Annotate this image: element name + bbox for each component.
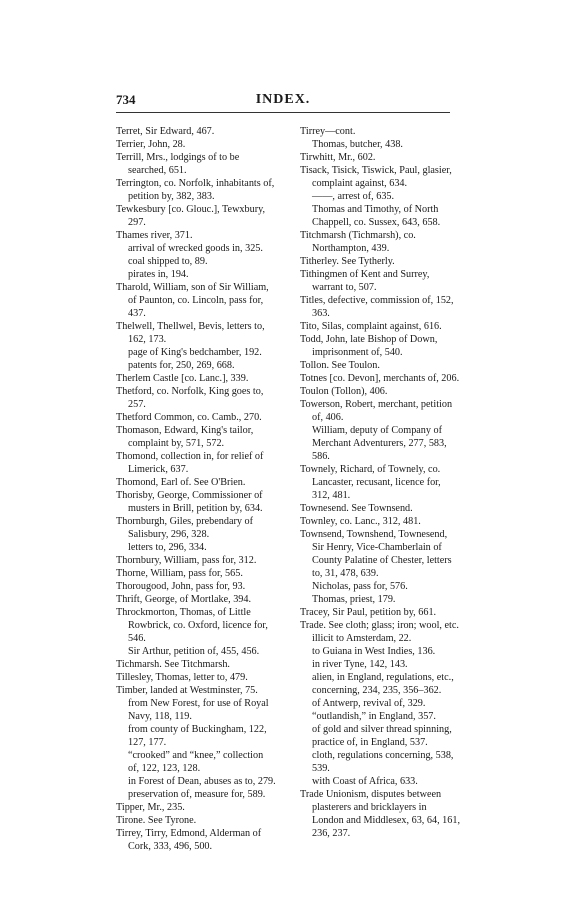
- index-entry: Tewkesbury [co. Glouc.], Tewxbury, 297.: [116, 204, 266, 228]
- index-entry: Terrington, co. Norfolk, inhabitants of, petition by, 382, 383.: [116, 178, 275, 202]
- page-title: INDEX.: [255, 92, 311, 107]
- index-subentry: Thomas, priest, 179.: [312, 594, 396, 605]
- index-entry: Tithingmen of Kent and Surrey, warrant to, 507.: [300, 269, 430, 293]
- index-entry: Tollon. See Toulon.: [300, 360, 380, 371]
- index-entry: Thames river, 371.: [116, 230, 193, 241]
- index-entry: Towerson, Robert, merchant, petition of, 406.: [300, 399, 453, 423]
- index-entry: Tillesley, Thomas, letter to, 479.: [116, 672, 248, 683]
- index-entry: Townely, Richard, of Townely, co. Lancaster, recusant, licence for, 312, 481.: [300, 464, 441, 501]
- index-entry: Totnes [co. Devon], merchants of, 206.: [300, 373, 460, 384]
- index-subentry: pirates in, 194.: [128, 269, 189, 280]
- index-entry: Tisack, Tisick, Tiswick, Paul, glasier, complaint against, 634.: [300, 165, 452, 189]
- index-subentry: cloth, regulations concerning, 538, 539.: [312, 750, 454, 774]
- index-subentry: in Forest of Dean, abuses as to, 279.: [128, 776, 276, 787]
- index-subentry: letters to, 296, 334.: [128, 542, 207, 553]
- index-subentry: Nicholas, pass for, 576.: [312, 581, 408, 592]
- index-subentry: of Antwerp, revival of, 329.: [312, 698, 426, 709]
- index-entry: Titchmarsh (Tichmarsh), co. Northampton, 439.: [300, 230, 416, 254]
- index-entry: Toulon (Tollon), 406.: [300, 386, 388, 397]
- index-subentry: Thomas, butcher, 438.: [312, 139, 403, 150]
- index-entry: Townesend. See Townsend.: [300, 503, 413, 514]
- index-subentry: Thomas and Timothy, of North Chappell, co. Sussex, 643, 658.: [312, 204, 441, 228]
- index-column-right: [300, 125, 460, 840]
- index-subentry: page of King's bedchamber, 192.: [128, 347, 262, 358]
- index-entry: Townsend, Townshend, Townesend, Sir Henry, Vice-Chamberlain of County Palatine of Chester, letters to, 31, 478, 639.: [300, 529, 452, 579]
- index-entry: Thomond, collection in, for relief of Limerick, 637.: [116, 451, 264, 475]
- page-header: [116, 92, 450, 112]
- index-entry: Thornbury, William, pass for, 312.: [116, 555, 257, 566]
- index-entry: Trade. See cloth; glass; iron; wool, etc.: [300, 620, 459, 631]
- index-subentry: William, deputy of Company of Merchant Adventurers, 277, 583, 586.: [312, 425, 447, 462]
- index-entry: Tharold, William, son of Sir William, of Paunton, co. Lincoln, pass for, 437.: [116, 282, 269, 319]
- index-entry: Tirrey—cont.: [300, 126, 356, 137]
- index-entry: Throckmorton, Thomas, of Little Rowbrick, co. Oxford, licence for, 546.: [116, 607, 268, 644]
- index-entry: Tito, Silas, complaint against, 616.: [300, 321, 442, 332]
- index-subentry: arrival of wrecked goods in, 325.: [128, 243, 263, 254]
- index-entry: Trade Unionism, disputes between plasterers and bricklayers in London and Middlesex, 63, 64, 161, 236, 237.: [300, 789, 460, 839]
- index-entry: Terrier, John, 28.: [116, 139, 186, 150]
- index-subentry: patents for, 250, 269, 668.: [128, 360, 235, 371]
- index-entry: Thornburgh, Giles, prebendary of Salisbury, 296, 328.: [116, 516, 254, 540]
- index-entry: Thomond, Earl of. See O'Brien.: [116, 477, 246, 488]
- index-entry: Thorougood, John, pass for, 93.: [116, 581, 246, 592]
- index-entry: Thetford Common, co. Camb., 270.: [116, 412, 262, 423]
- index-entry: Tirone. See Tyrone.: [116, 815, 197, 826]
- page-number: 734: [116, 92, 136, 107]
- index-subentry: in river Tyne, 142, 143.: [312, 659, 408, 670]
- index-entry: Thorisby, George, Commissioner of musters in Brill, petition by, 634.: [116, 490, 263, 514]
- index-entry: Titles, defective, commission of, 152, 363.: [300, 295, 454, 319]
- index-entry: Tipper, Mr., 235.: [116, 802, 185, 813]
- index-subentry: with Coast of Africa, 633.: [312, 776, 418, 787]
- index-subentry: alien, in England, regulations, etc., concerning, 234, 235, 356–362.: [312, 672, 454, 696]
- index-subentry: Sir Arthur, petition of, 455, 456.: [128, 646, 260, 657]
- index-subentry: preservation of, measure for, 589.: [128, 789, 266, 800]
- index-entry: Townley, co. Lanc., 312, 481.: [300, 516, 421, 527]
- index-subentry: coal shipped to, 89.: [128, 256, 208, 267]
- index-entry: Thorne, William, pass for, 565.: [116, 568, 243, 579]
- index-subentry: ——, arrest of, 635.: [312, 191, 395, 202]
- index-entry: Titherley. See Tytherly.: [300, 256, 395, 267]
- index-entry: Thetford, co. Norfolk, King goes to, 257.: [116, 386, 264, 410]
- index-entry: Therlem Castle [co. Lanc.], 339.: [116, 373, 249, 384]
- index-entry: Thelwell, Thellwel, Bevis, letters to, 162, 173.: [116, 321, 265, 345]
- index-entry: Timber, landed at Westminster, 75.: [116, 685, 258, 696]
- index-subentry: “crooked” and “knee,” collection of, 122, 123, 128.: [128, 750, 264, 774]
- index-entry: Thrift, George, of Mortlake, 394.: [116, 594, 252, 605]
- index-entry: Thomason, Edward, King's tailor, complaint by, 571, 572.: [116, 425, 254, 449]
- index-subentry: illicit to Amsterdam, 22.: [312, 633, 412, 644]
- index-subentry: of gold and silver thread spinning, practice of, in England, 537.: [312, 724, 452, 748]
- index-subentry: from New Forest, for use of Royal Navy, 118, 119.: [128, 698, 269, 722]
- index-entry: Tirrey, Tirry, Edmond, Alderman of Cork, 333, 496, 500.: [116, 828, 262, 852]
- index-subentry: to Guiana in West Indies, 136.: [312, 646, 436, 657]
- header-rule: [116, 112, 450, 113]
- index-entry: Tracey, Sir Paul, petition by, 661.: [300, 607, 437, 618]
- index-subentry: “outlandish,” in England, 357.: [312, 711, 436, 722]
- index-entry: Terret, Sir Edward, 467.: [116, 126, 215, 137]
- index-entry: Todd, John, late Bishop of Down, imprisonment of, 540.: [300, 334, 438, 358]
- index-entry: Tichmarsh. See Titchmarsh.: [116, 659, 230, 670]
- index-entry: Terrill, Mrs., lodgings of to be searched, 651.: [116, 152, 240, 176]
- index-subentry: from county of Buckingham, 122, 127, 177.: [128, 724, 267, 748]
- index-entry: Tirwhitt, Mr., 602.: [300, 152, 376, 163]
- index-column-left: [116, 125, 276, 853]
